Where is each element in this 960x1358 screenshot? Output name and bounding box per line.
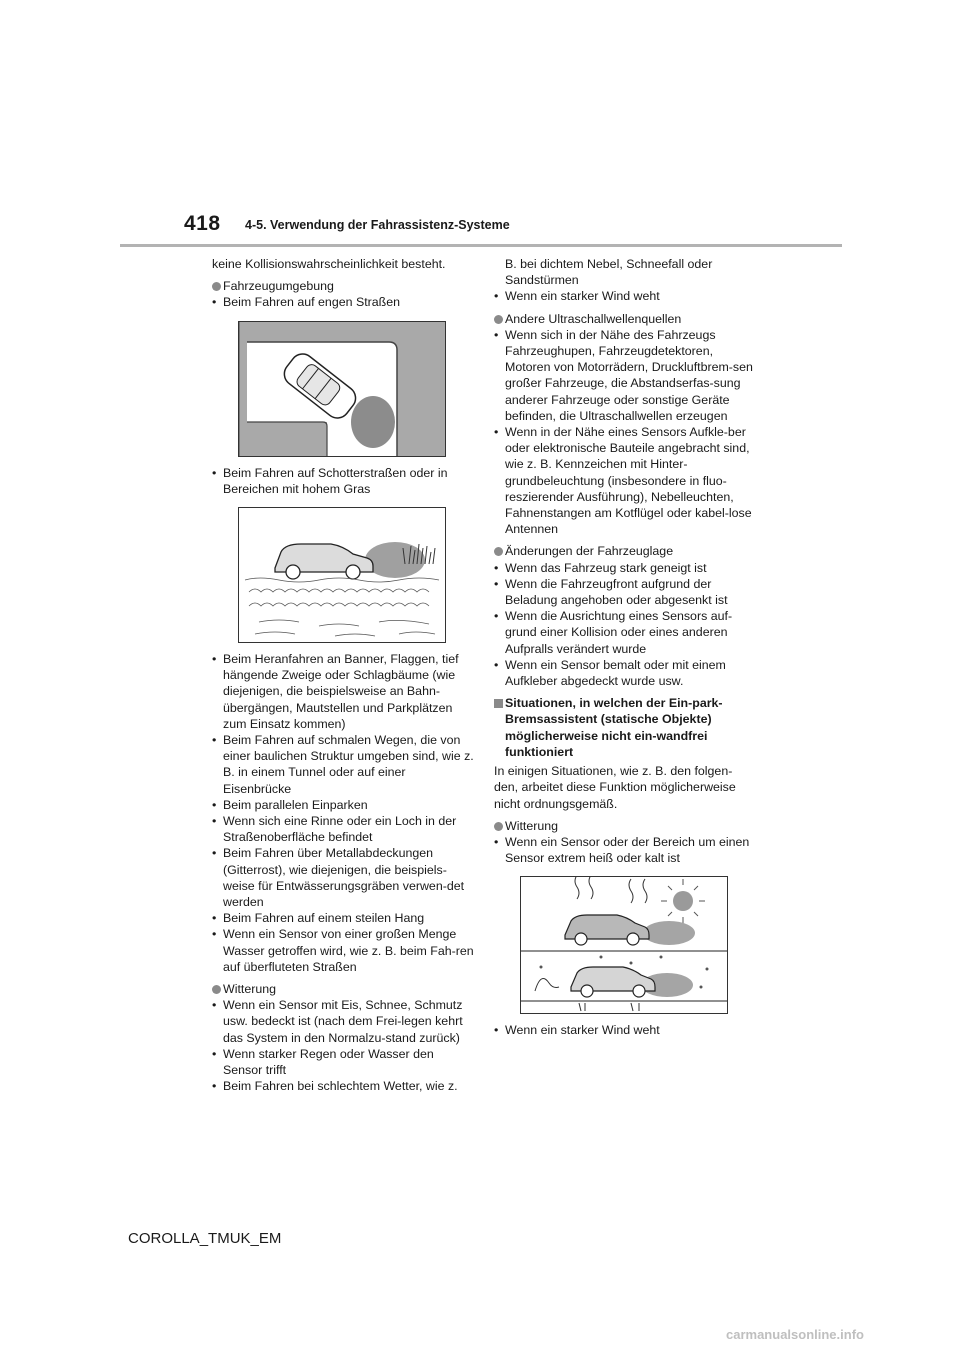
list-item: • Beim Fahren über Metallabdeckungen (Gitterrost), wie diejenigen, die beispiels-weise für Entwässerungsgräben verwen-det werden <box>212 845 474 910</box>
list-wind <box>494 288 756 304</box>
list-item: • Wenn ein Sensor oder der Bereich um einen Sensor extrem heiß oder kalt ist <box>494 834 756 866</box>
section-title: 4-5. Verwendung der Fahrassistenz-Systeme <box>245 218 510 232</box>
group-title-weather-2: Witterung <box>494 818 756 834</box>
list-item: • Beim parallelen Einparken <box>212 797 474 813</box>
list-item: • Beim Fahren auf engen Straßen <box>212 294 474 310</box>
header-divider <box>120 244 842 247</box>
continuation-text: B. bei dichtem Nebel, Schneefall oder Sandstürmen <box>505 257 713 288</box>
list-item: • Wenn ein Sensor bemalt oder mit einem Aufkleber abgedeckt wurde usw. <box>494 657 756 689</box>
list-item: • Beim Heranfahren an Banner, Flaggen, tief hängende Zweige oder Schlagbäume (wie diejenigen, die beispielsweise an Bahn-übergängen, Mautstellen und Parkplätzen zum Einsatz kommen) <box>212 651 474 732</box>
list-item: • Wenn die Fahrzeugfront aufgrund der Beladung angehoben oder abgesenkt ist <box>494 576 756 608</box>
group-title-weather: Witterung <box>212 981 474 997</box>
list-item: • Beim Fahren auf einem steilen Hang <box>212 910 474 926</box>
list-item: • Beim Fahren auf schmalen Wegen, die von einer baulichen Struktur umgeben sind, wie z. B. in einem Tunnel oder auf einer Eisenbrücke <box>212 732 474 797</box>
watermark: carmanualsonline.info <box>726 1327 864 1342</box>
list-weather-2-after <box>494 1022 756 1038</box>
list-attitude <box>494 560 756 690</box>
list-item: • Wenn ein Sensor mit Eis, Schnee, Schmutz usw. bedeckt ist (nach dem Frei-legen kehrt das System in den Normalzu-stand zurück) <box>212 997 474 1046</box>
list-item: • Wenn ein Sensor von einer großen Menge Wasser getroffen wird, wie z. B. beim Fah-ren auf überfluteten Straßen <box>212 926 474 975</box>
subsection-title: Situationen, in welchen der Ein-park-Bremsassistent (statische Objekte) möglicherweise nicht ein-wandfrei funktioniert <box>494 695 756 760</box>
list-surroundings-c <box>212 651 474 975</box>
page-number: 418 <box>184 212 221 235</box>
list-item: • Wenn in der Nähe eines Sensors Aufkle-ber oder elektronische Bauteile angebracht sind, wie z. B. Kennzeichen mit Hinter-grundbeleuchtung (insbesondere in fluo-reszierender Ausführung), Nebelleuchten, Fahnenstangen am Kotflügel oder kabel-lose Antennen <box>494 424 756 537</box>
list-item: • Beim Fahren bei schlechtem Wetter, wie z. <box>212 1078 474 1094</box>
group-title-attitude: Änderungen der Fahrzeuglage <box>494 543 756 559</box>
list-item: • Wenn sich eine Rinne oder ein Loch in der Straßenoberfläche befindet <box>212 813 474 845</box>
right-column <box>494 256 756 1045</box>
group-title-ultrasonic: Andere Ultraschallwellenquellen <box>494 311 756 327</box>
list-surroundings-b <box>212 465 474 497</box>
group-title-surroundings: Fahrzeugumgebung <box>212 278 474 294</box>
list-item: • Beim Fahren auf Schotterstraßen oder in Bereichen mit hohem Gras <box>212 465 474 497</box>
list-item: • Wenn starker Regen oder Wasser den Sensor trifft <box>212 1046 474 1078</box>
narrow-road-illustration <box>238 321 446 457</box>
list-ultrasonic <box>494 327 756 538</box>
temperature-illustration <box>520 876 728 1014</box>
gravel-road-illustration <box>238 507 446 643</box>
list-weather-2 <box>494 834 756 866</box>
list-item: • Wenn das Fahrzeug stark geneigt ist <box>494 560 756 576</box>
subsection-intro: In einigen Situationen, wie z. B. den folgen-den, arbeitet diese Funktion möglicherweise nicht ordnungsgemäß. <box>494 764 736 811</box>
list-item: • Wenn ein starker Wind weht <box>494 288 756 304</box>
intro-text: keine Kollisionswahrscheinlichkeit besteht. <box>212 257 446 271</box>
list-surroundings-a <box>212 294 474 310</box>
list-item: • Wenn sich in der Nähe des Fahrzeugs Fahrzeughupen, Fahrzeugdetektoren, Motoren von Motorrädern, Druckluftbrem-sen großer Fahrzeuge, die Abstandserfas-sung anderer Fahrzeuge oder sonstige Geräte befinden, die Ultraschallwellen erzeugen <box>494 327 756 424</box>
left-column <box>212 256 474 1101</box>
footer-model-code: COROLLA_TMUK_EM <box>128 1230 282 1247</box>
list-item: • Wenn die Ausrichtung eines Sensors auf-grund einer Kollision oder eines anderen Aufpralls verändert wurde <box>494 608 756 657</box>
list-item: • Wenn ein starker Wind weht <box>494 1022 756 1038</box>
list-weather <box>212 997 474 1094</box>
